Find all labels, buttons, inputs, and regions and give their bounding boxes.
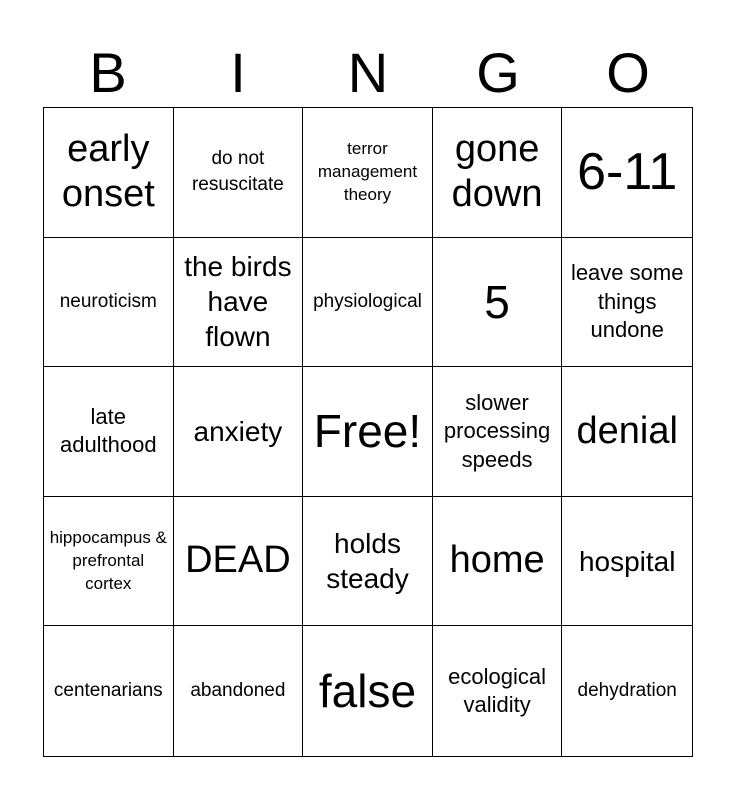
bingo-cell-text: centenarians — [53, 679, 163, 701]
bingo-cell-text: slower processing speeds — [443, 389, 551, 472]
bingo-cell-text: ecological validity — [448, 663, 547, 718]
bingo-cell-r5-c4[interactable] — [433, 626, 563, 756]
bingo-cell-text: physiological — [313, 290, 422, 312]
header-letter-b: B — [89, 41, 127, 104]
bingo-header — [43, 40, 693, 106]
bingo-cell-text: do not resuscitate — [191, 147, 284, 196]
bingo-cell-r5-c2[interactable] — [174, 626, 304, 756]
bingo-cell-r2-c5[interactable] — [562, 238, 692, 368]
bingo-cell-r5-c1[interactable] — [44, 626, 174, 756]
bingo-cell-r4-c1[interactable] — [44, 497, 174, 627]
bingo-cell-text: 6-11 — [577, 143, 678, 202]
bingo-cell-r3-c5[interactable] — [562, 367, 692, 497]
bingo-cell-r3-c1[interactable] — [44, 367, 174, 497]
bingo-cell-text: DEAD — [185, 539, 291, 582]
bingo-cell-text: late adulthood — [59, 403, 157, 458]
bingo-cell-r1-c1[interactable] — [44, 108, 174, 238]
bingo-cell-text: neuroticism — [59, 290, 157, 312]
header-letter-g: G — [476, 41, 520, 104]
bingo-cell-r3-c4[interactable] — [433, 367, 563, 497]
bingo-cell-r4-c5[interactable] — [562, 497, 692, 627]
bingo-cell-r1-c5[interactable] — [562, 108, 692, 238]
bingo-cell-text: 5 — [484, 275, 510, 328]
bingo-cell-r3-c2[interactable] — [174, 367, 304, 497]
bingo-cell-text: hospital — [578, 545, 676, 577]
bingo-board — [43, 107, 693, 757]
bingo-cell-r4-c4[interactable] — [433, 497, 563, 627]
bingo-cell-r1-c3[interactable] — [303, 108, 433, 238]
bingo-cell-r1-c4[interactable] — [433, 108, 563, 238]
bingo-cell-r2-c1[interactable] — [44, 238, 174, 368]
bingo-cell-r4-c3[interactable] — [303, 497, 433, 627]
bingo-cell-r2-c2[interactable] — [174, 238, 304, 368]
bingo-cell-text: terror management theory — [317, 138, 418, 204]
bingo-cell-text: Free! — [313, 405, 422, 458]
bingo-cell-r5-c5[interactable] — [562, 626, 692, 756]
header-letter-o: O — [606, 41, 650, 104]
bingo-cell-r5-c3[interactable] — [303, 626, 433, 756]
bingo-cell-text: home — [449, 539, 545, 582]
header-letter-n: N — [347, 41, 389, 104]
bingo-cell-text: anxiety — [193, 415, 283, 447]
bingo-cell-text: leave some things undone — [570, 260, 684, 343]
bingo-cell-text: dehydration — [577, 679, 677, 701]
bingo-cell-text: false — [318, 664, 417, 717]
bingo-cell-text: holds steady — [326, 528, 409, 595]
bingo-cell-text: denial — [576, 409, 678, 452]
header-letter-i: I — [230, 41, 246, 104]
bingo-cell-r2-c3[interactable] — [303, 238, 433, 368]
bingo-cell-r3-c3[interactable] — [303, 367, 433, 497]
bingo-cell-text: the birds have flown — [184, 251, 292, 353]
bingo-cell-r2-c4[interactable] — [433, 238, 563, 368]
bingo-cell-r4-c2[interactable] — [174, 497, 304, 627]
bingo-cell-text: hippocampus & prefrontal cortex — [49, 527, 167, 593]
bingo-cell-text: abandoned — [190, 679, 286, 701]
bingo-cell-r1-c2[interactable] — [174, 108, 304, 238]
bingo-cell-text: early onset — [61, 127, 155, 216]
bingo-cell-text: gone down — [451, 127, 543, 216]
